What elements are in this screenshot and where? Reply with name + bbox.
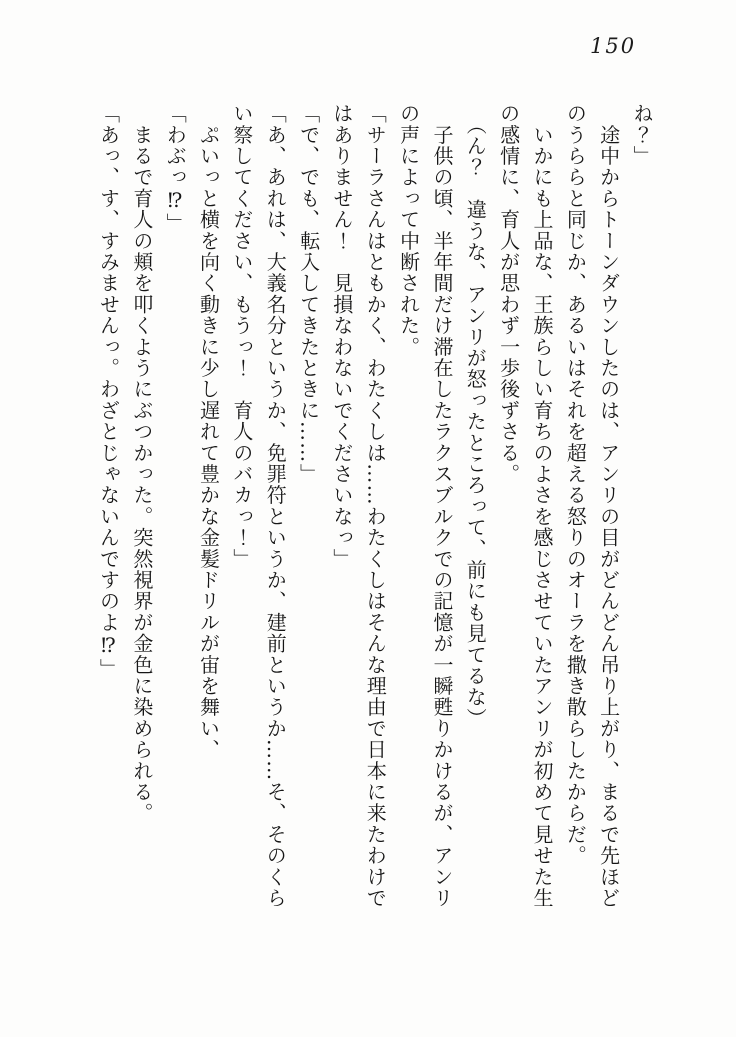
text-line: 子供の頃、半年間だけ滞在したラクスブルクでの記憶が一瞬甦りかけるが、アンリ	[429, 103, 454, 909]
text-line: い察してください、もうっ！ 育人のバカっ！」	[229, 103, 254, 570]
text-line: 途中からトーンダウンしたのは、アンリの目がどんどん吊り上がり、まるで先ほど	[596, 103, 621, 909]
text-line: のうららと同じか、あるいはそれを超える怒りのオーラを撒き散らしたからだ。	[563, 103, 588, 867]
text-line: の声によって中断された。	[396, 103, 421, 358]
text-line: 「わぶっ⁉」	[163, 103, 188, 235]
text-line: 「あ、あれは、大義名分というか、免罪符というか、建前というか……そ、そのくら	[263, 103, 288, 909]
text-line: の感情に、育人が思わず一歩後ずさる。	[496, 103, 521, 485]
text-line: 「あっ、す、すみませんっ。わざとじゃないんですのよ⁉」	[96, 103, 121, 680]
text-line: はありません！ 見損なわないでくださいなっ」	[329, 103, 354, 570]
text-line: ね？」	[630, 103, 654, 167]
text-line: 「で、でも、転入してきたときに……」	[296, 103, 321, 485]
text-line: 「サーラさんはともかく、わたくしは……わたくしはそんな理由で日本に来たわけで	[363, 103, 388, 909]
text-line: ぷいっと横を向く動きに少し遅れて豊かな金髪ドリルが宙を舞い、	[196, 103, 221, 761]
page-number: 150	[590, 34, 637, 58]
text-line: （ん？ 違うな、アンリが怒ったところって、前にも見てるな）	[463, 103, 488, 729]
text-line: まるで育人の頬を叩くようにぶつかった。突然視界が金色に染められる。	[129, 103, 154, 824]
text-line: いかにも上品な、王族らしい育ちのよさを感じさせていたアンリが初めて見せた生	[529, 103, 554, 909]
vertical-text-block	[91, 103, 658, 917]
